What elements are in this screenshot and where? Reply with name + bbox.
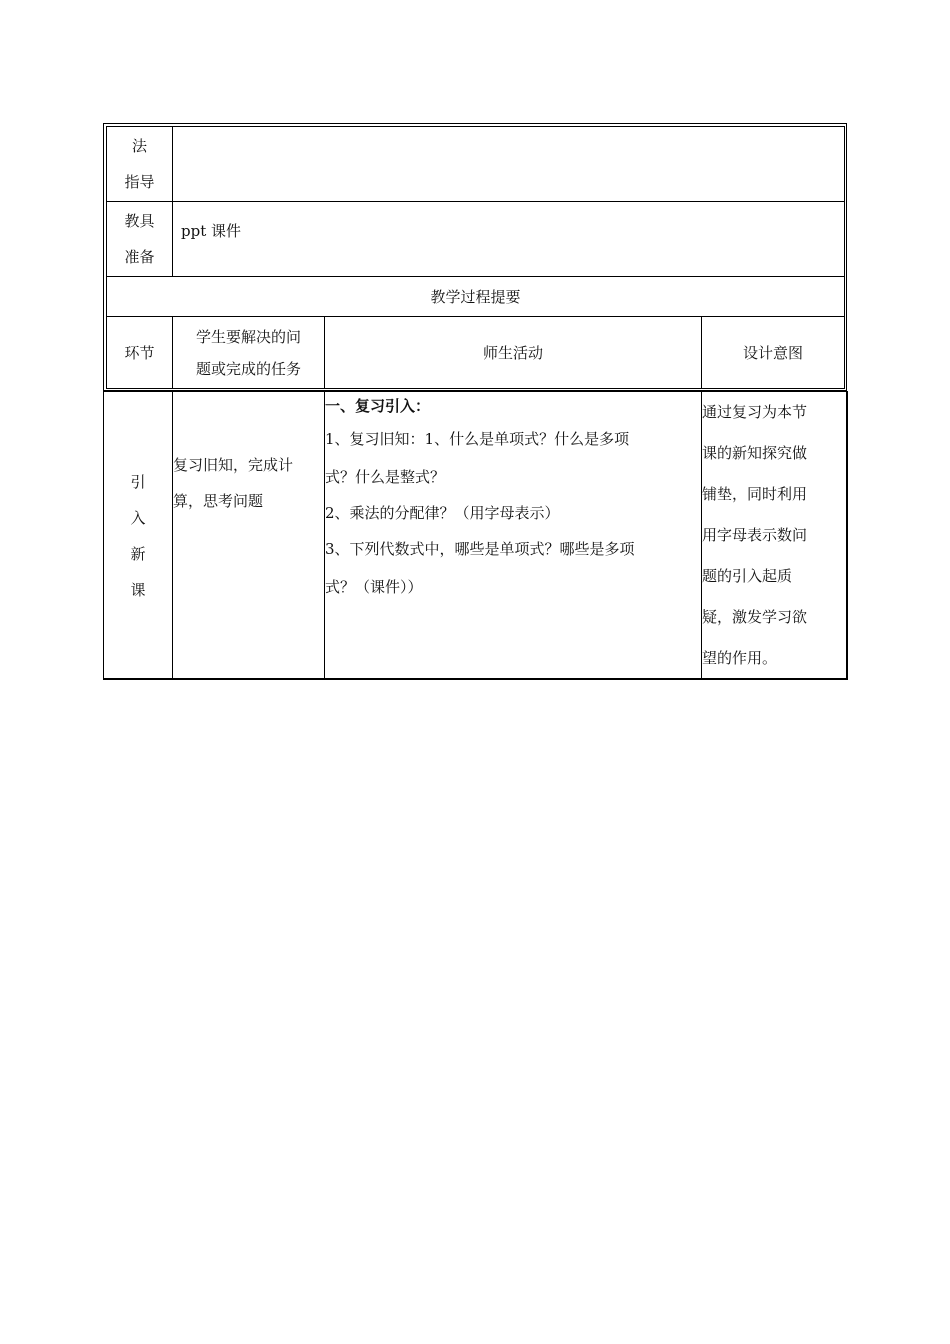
activity-line: 1、复习旧知：1、什么是单项式？什么是多项 [325, 430, 630, 448]
section-row-intro [104, 392, 848, 680]
task-cell: 复习旧知，完成计 算，思考问题 [173, 392, 325, 680]
col-header-task: 学生要解决的问 题或完成的任务 [173, 317, 325, 389]
tools-row [107, 202, 845, 277]
lesson-process-table [103, 391, 848, 680]
activity-cell [325, 392, 702, 680]
method-row [107, 127, 845, 202]
intent-line: 铺垫，同时利用 [702, 485, 808, 503]
stage-cell [104, 392, 173, 680]
col-header-stage: 环节 [107, 317, 173, 389]
activity-line: 式？什么是整式？ [325, 468, 446, 486]
stage-char: 入 [130, 508, 146, 527]
lesson-plan-table [106, 126, 845, 389]
intent-line: 疑，激发学习欲 [702, 608, 808, 626]
col-header-activity: 师生活动 [325, 317, 702, 389]
column-header-row [107, 317, 845, 389]
process-header-row [107, 277, 845, 317]
stage-char: 新 [130, 544, 146, 563]
activity-line: 2、乘法的分配律？（用字母表示） [325, 504, 560, 522]
tools-label: 教具 准备 [107, 202, 173, 277]
activity-line: 3、下列代数式中，哪些是单项式？哪些是多项 [325, 540, 635, 558]
intent-line: 题的引入起质 [702, 567, 793, 585]
tools-content: ppt 课件 [173, 202, 845, 277]
intent-line: 课的新知探究做 [702, 444, 808, 462]
intent-cell [702, 392, 848, 680]
activity-title: 一、复习引入： [325, 397, 431, 415]
intent-line: 望的作用。 [702, 649, 778, 667]
method-content [173, 127, 845, 202]
activity-line: 式？（课件）） [325, 578, 423, 596]
intent-line: 通过复习为本节 [702, 403, 808, 421]
method-label: 法 指导 [107, 127, 173, 202]
stage-char: 课 [130, 580, 146, 599]
stage-char: 引 [130, 472, 146, 491]
intent-line: 用字母表示数问 [702, 526, 808, 544]
process-header: 教学过程提要 [107, 277, 845, 317]
col-header-intent: 设计意图 [702, 317, 845, 389]
